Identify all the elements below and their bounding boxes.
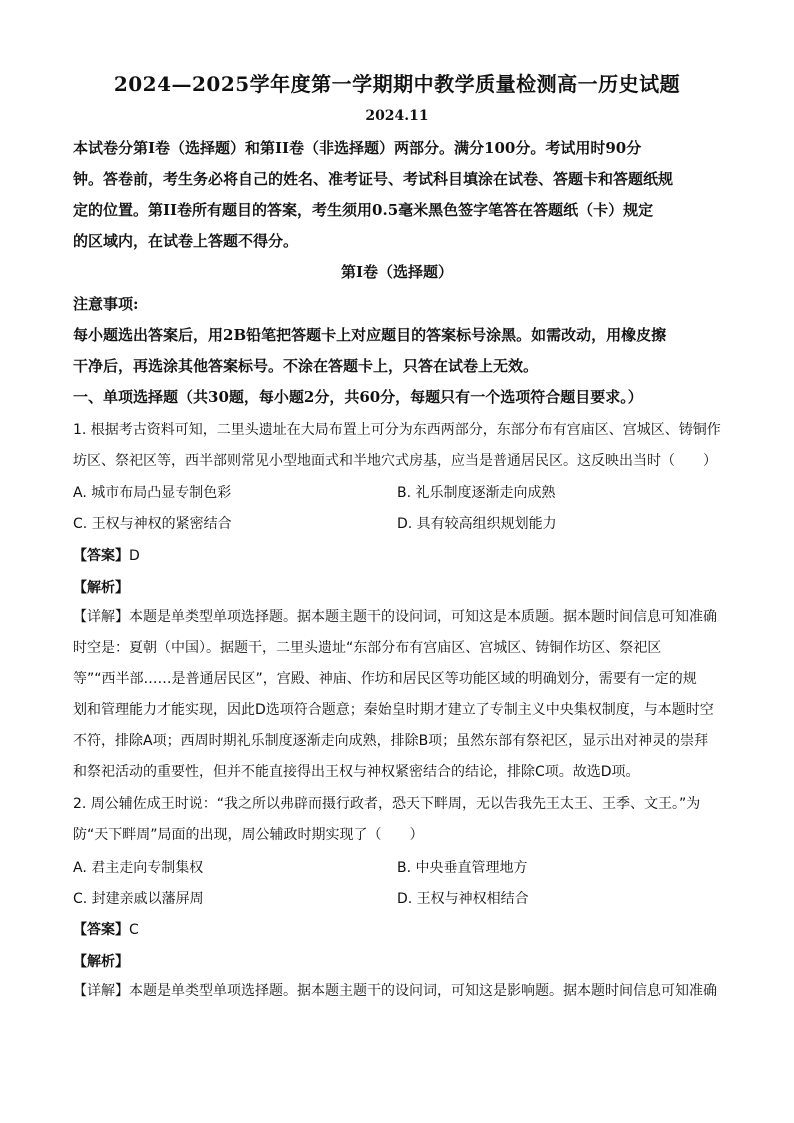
question-stem-line: 防“天下畔周”局面的出现，周公辅政时期实现了（ ） [73,827,424,843]
detail-line: 和祭祀活动的重要性，但并不能直接得出王权与神权紧密结合的结论，排除C项。故选D项。 [73,764,640,780]
option-d[interactable]: D. 王权与神权相结合 [397,891,529,907]
answer-label: 【答案】 [73,922,129,938]
notice-line: 干净后，再选涂其他答案标号。不涂在答题卡上，只答在试卷上无效。 [73,357,539,375]
intro-line: 定的位置。第II卷所有题目的答案，考生须用0.5毫米黑色签字笔答在答题纸（卡）规定 [73,201,654,219]
analysis-line [73,951,129,971]
analysis-line [73,577,129,597]
question-stem-line: 坊区、祭祀区等，西半部则常见小型地面式和半地穴式房基，应当是普通居民区。这反映出当时（ ） [73,453,717,469]
question-1-options-row-2 [73,513,723,535]
intro-line: 钟。答卷前，考生务必将自己的姓名、准考证号、考试科目填涂在试卷、答题卡和答题纸规 [73,170,674,188]
notice-line: 每小题选出答案后，用2B铅笔把答题卡上对应题目的答案标号涂黑。如需改动，用橡皮擦 [73,326,667,344]
option-d[interactable]: D. 具有较高组织规划能力 [397,516,557,532]
option-a[interactable]: A. 城市布局凸显专制色彩 [73,485,232,501]
question-1-detail [73,602,723,788]
answer-label: 【答案】 [73,548,129,564]
detail-line: 时空是：夏朝（中国）。据题干，二里头遗址“东部分布有宫庙区、宫城区、铸铜作坊区、祭祀区 [73,640,662,656]
option-c[interactable]: C. 王权与神权的紧密结合 [73,516,232,532]
intro-line: 的区域内，在试卷上答题不得分。 [73,232,299,250]
intro-line: 本试卷分第Ⅰ卷（选择题）和第II卷（非选择题）两部分。满分100分。考试用时90分 [73,139,642,157]
question-2-options-row-1 [73,857,723,879]
question-stem-line: 1. 根据考古资料可知，二里头遗址在大局布置上可分为东西两部分，东部分布有宫庙区、宫城区、铸铜作 [73,422,721,438]
detail-line: 【详解】本题是单类型单项选择题。据本题主题干的设问词，可知这是本质题。据本题时间信息可知准确 [73,609,717,625]
notice-title: 注意事项: [73,295,139,313]
analysis-label: 【解析】 [73,954,129,970]
intro-paragraph [73,133,723,257]
question-2-detail [73,976,723,1007]
detail-line: 等”“西半部……是普通居民区”，宫殿、神庙、作坊和居民区等功能区域的明确划分，需要有一定的规 [73,671,697,687]
answer-line [73,545,140,565]
detail-line: 不符，排除A项；西周时期礼乐制度逐渐走向成熟，排除B项；虽然东部有祭祀区，显示出对神灵的崇拜 [73,733,709,749]
option-c[interactable]: C. 封建亲戚以藩屏周 [73,891,204,907]
answer-line [73,919,139,939]
answer-value: C [129,922,139,938]
analysis-label: 【解析】 [73,580,129,596]
notice [73,289,723,413]
option-b[interactable]: B. 中央垂直管理地方 [397,860,528,876]
detail-line: 划和管理能力才能实现，因此D选项符合题意；秦始皇时期才建立了专制主义中央集权制度，与本题时空 [73,702,714,718]
exam-date: 2024.11 [365,108,429,124]
page-title: 2024—2025学年度第一学期期中教学质量检测高一历史试题 [113,72,681,96]
answer-value: D [129,548,140,564]
question-1-options-row-1 [73,482,723,504]
option-a[interactable]: A. 君主走向专制集权 [73,860,204,876]
question-2-stem [73,789,723,851]
section-title: 第Ⅰ卷（选择题） [340,263,454,281]
option-b[interactable]: B. 礼乐制度逐渐走向成熟 [397,485,556,501]
question-2-options-row-2 [73,888,723,910]
part-heading: 一、单项选择题（共30题，每小题2分，共60分，每题只有一个选项符合题目要求。） [73,388,643,406]
question-stem-line: 2. 周公辅佐成王时说：“我之所以弗辟而摄行政者，恐天下畔周，无以告我先王太王、王季、文王。”为 [73,796,701,812]
detail-line: 【详解】本题是单类型单项选择题。据本题主题干的设问词，可知这是影响题。据本题时间信息可知准确 [73,983,717,999]
question-1-stem [73,415,723,477]
